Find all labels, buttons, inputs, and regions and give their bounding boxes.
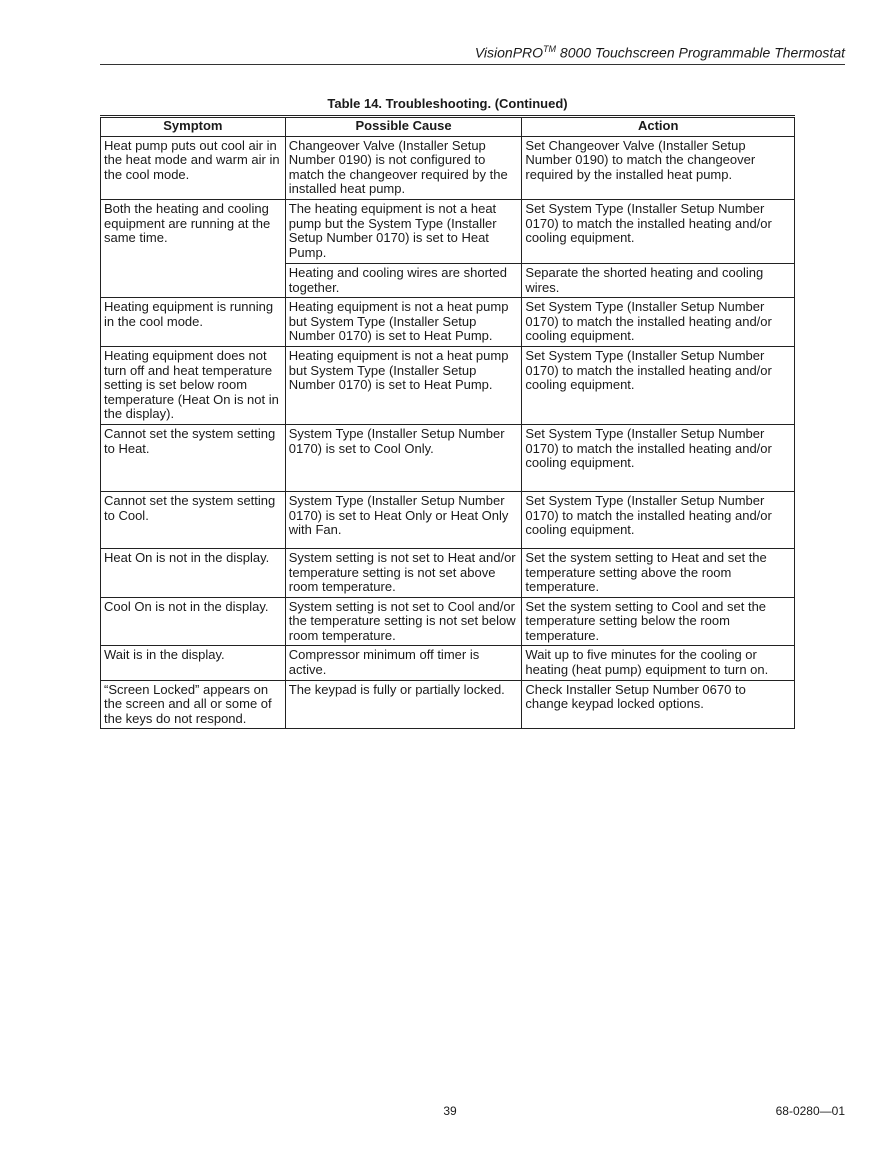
symptom-cell: Both the heating and cooling equipment are running at the same time. xyxy=(101,199,286,297)
document-number: 68-0280—01 xyxy=(775,1104,845,1118)
table-header-row xyxy=(101,117,795,137)
cause-cell: Heating equipment is not a heat pump but System Type (Installer Setup Number 0170) is set to Heat Pump. xyxy=(285,298,522,347)
symptom-cell: Heating equipment is running in the cool mode. xyxy=(101,298,286,347)
cause-cell: The heating equipment is not a heat pump but the System Type (Installer Setup Number 0170) is set to Heat Pump. xyxy=(285,199,522,263)
symptom-cell: Cannot set the system setting to Heat. xyxy=(101,424,286,491)
trademark-mark: TM xyxy=(543,44,557,54)
cause-cell: Compressor minimum off timer is active. xyxy=(285,646,522,680)
cause-cell: The keypad is fully or partially locked. xyxy=(285,680,522,729)
table-caption: Table 14. Troubleshooting. (Continued) xyxy=(327,96,568,111)
table-row xyxy=(101,136,795,199)
cause-cell: System Type (Installer Setup Number 0170) is set to Cool Only. xyxy=(285,424,522,491)
table-row xyxy=(101,597,795,646)
cause-cell: Changeover Valve (Installer Setup Number 0190) is not configured to match the changeover required by the installed heat pump. xyxy=(285,136,522,199)
table-row xyxy=(101,346,795,424)
troubleshooting-table xyxy=(100,115,795,729)
symptom-cell: Cannot set the system setting to Cool. xyxy=(101,491,286,548)
header-subtitle: 8000 Touchscreen Programmable Thermostat xyxy=(556,44,845,61)
action-cell: Set System Type (Installer Setup Number 0170) to match the installed heating and/or cooling equipment. xyxy=(522,298,795,347)
table-row xyxy=(101,298,795,347)
table-row xyxy=(101,548,795,597)
table-row xyxy=(101,646,795,680)
symptom-cell: Heating equipment does not turn off and heat temperature setting is set below room temperature (Heat On is not in the display). xyxy=(101,346,286,424)
cause-cell: Heating and cooling wires are shorted together. xyxy=(285,263,522,297)
header-rule xyxy=(100,64,845,65)
column-header-symptom: Symptom xyxy=(101,117,286,137)
cause-cell: Heating equipment is not a heat pump but System Type (Installer Setup Number 0170) is set to Heat Pump. xyxy=(285,346,522,424)
symptom-cell: Wait is in the display. xyxy=(101,646,286,680)
symptom-cell: Heat pump puts out cool air in the heat mode and warm air in the cool mode. xyxy=(101,136,286,199)
column-header-action: Action xyxy=(522,117,795,137)
action-cell: Set System Type (Installer Setup Number 0170) to match the installed heating and/or cooling equipment. xyxy=(522,346,795,424)
action-cell: Set Changeover Valve (Installer Setup Number 0190) to match the changeover required by the installed heat pump. xyxy=(522,136,795,199)
action-cell: Set System Type (Installer Setup Number 0170) to match the installed heating and/or cooling equipment. xyxy=(522,199,795,263)
action-cell: Wait up to five minutes for the cooling or heating (heat pump) equipment to turn on. xyxy=(522,646,795,680)
cause-cell: System Type (Installer Setup Number 0170) is set to Heat Only or Heat Only with Fan. xyxy=(285,491,522,548)
symptom-cell: Heat On is not in the display. xyxy=(101,548,286,597)
running-header xyxy=(100,44,845,61)
column-header-possible-cause: Possible Cause xyxy=(285,117,522,137)
table-row xyxy=(101,491,795,548)
product-name: VisionPRO xyxy=(474,44,544,61)
symptom-cell: “Screen Locked” appears on the screen and all or some of the keys do not respond. xyxy=(101,680,286,729)
page-number: 39 xyxy=(443,1104,457,1118)
action-cell: Set System Type (Installer Setup Number 0170) to match the installed heating and/or cooling equipment. xyxy=(522,424,795,491)
symptom-cell: Cool On is not in the display. xyxy=(101,597,286,646)
action-cell: Set System Type (Installer Setup Number 0170) to match the installed heating and/or cooling equipment. xyxy=(522,491,795,548)
action-cell: Set the system setting to Cool and set the temperature setting below the room temperature. xyxy=(522,597,795,646)
cause-cell: System setting is not set to Cool and/or the temperature setting is not set below room temperature. xyxy=(285,597,522,646)
table-row xyxy=(101,424,795,491)
cause-cell: System setting is not set to Heat and/or temperature setting is not set above room temperature. xyxy=(285,548,522,597)
action-cell: Separate the shorted heating and cooling wires. xyxy=(522,263,795,297)
action-cell: Set the system setting to Heat and set the temperature setting above the room temperature. xyxy=(522,548,795,597)
action-cell: Check Installer Setup Number 0670 to change keypad locked options. xyxy=(522,680,795,729)
table-row xyxy=(101,680,795,729)
table-row xyxy=(101,199,795,263)
